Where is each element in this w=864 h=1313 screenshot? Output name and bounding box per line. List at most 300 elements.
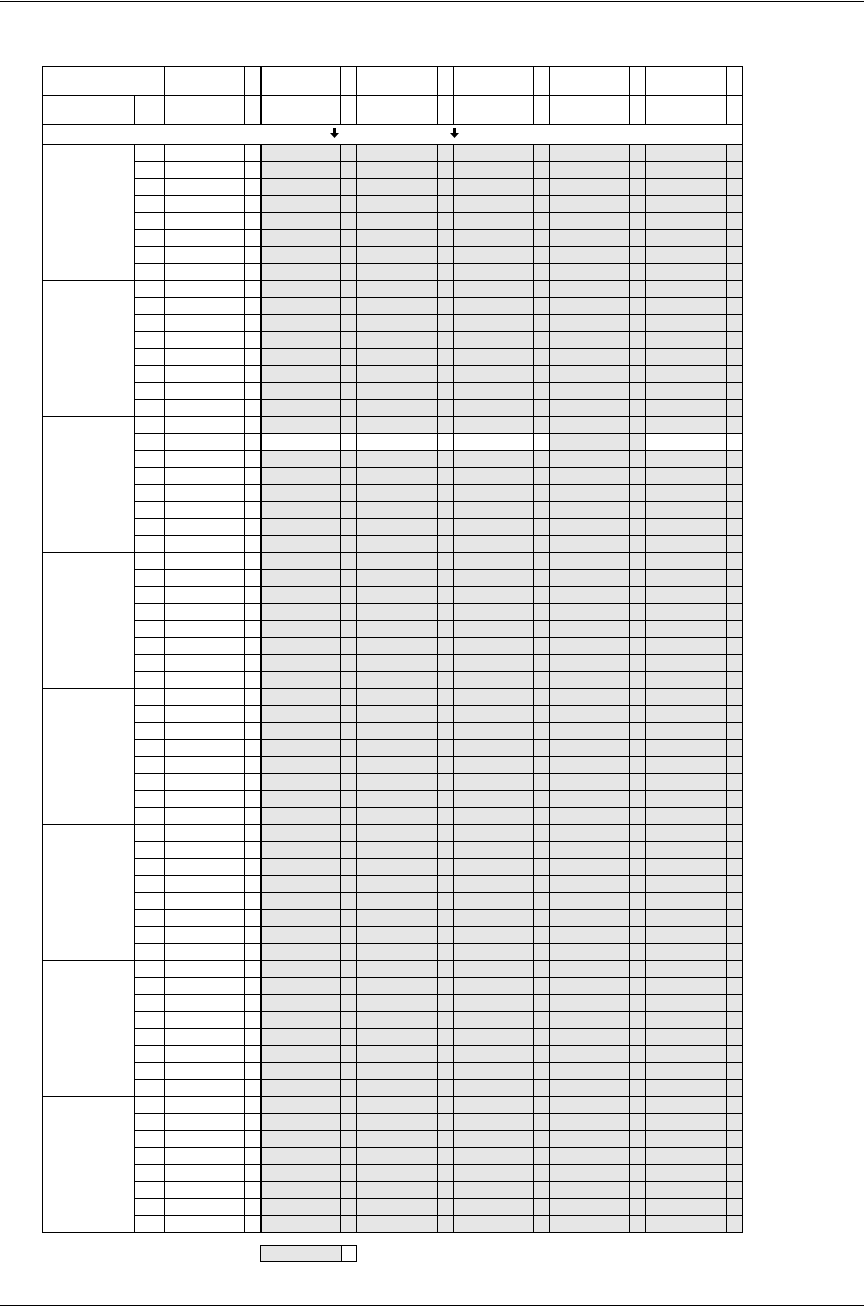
flag-cell <box>340 994 357 1012</box>
value-cell <box>453 297 534 315</box>
flag-cell <box>533 909 550 927</box>
flag-cell <box>726 1062 743 1080</box>
flag-cell <box>629 433 646 451</box>
flag-cell <box>340 1011 357 1029</box>
flag-cell <box>533 892 550 910</box>
flag-cell <box>437 399 454 417</box>
flag-cell <box>340 1164 357 1182</box>
flag-cell <box>533 994 550 1012</box>
flag-cell <box>437 1147 454 1165</box>
table-cell <box>134 1164 165 1182</box>
flag-cell <box>340 552 357 570</box>
table-cell <box>164 450 245 468</box>
value-cell <box>549 858 630 876</box>
value-cell <box>356 909 438 927</box>
flag-cell <box>533 450 550 468</box>
value-cell <box>260 178 341 196</box>
value-cell <box>260 365 341 383</box>
table-cell <box>134 569 165 587</box>
flag-cell <box>629 875 646 893</box>
table-cell <box>164 552 245 570</box>
table-cell <box>134 722 165 740</box>
value-cell <box>549 1215 630 1233</box>
value-cell <box>453 637 534 655</box>
flag-cell <box>533 1045 550 1063</box>
value-cell <box>453 535 534 553</box>
value-cell <box>356 450 438 468</box>
flag-cell <box>340 297 357 315</box>
value-cell <box>453 1113 534 1131</box>
value-cell <box>453 1181 534 1199</box>
flag-cell <box>726 535 743 553</box>
value-cell <box>453 484 534 502</box>
flag-cell <box>726 1096 743 1114</box>
flag-cell <box>533 263 550 281</box>
flag-cell <box>629 1147 646 1165</box>
table-cell <box>244 331 261 349</box>
value-cell <box>453 1130 534 1148</box>
flag-cell <box>437 790 454 808</box>
flag-cell <box>533 1079 550 1097</box>
value-cell <box>260 246 341 264</box>
value-cell <box>356 875 438 893</box>
flag-cell <box>629 501 646 519</box>
value-cell <box>645 569 727 587</box>
table-cell <box>134 1028 165 1046</box>
value-cell <box>453 960 534 978</box>
flag-cell <box>437 586 454 604</box>
table-cell <box>244 1181 261 1199</box>
value-cell <box>356 824 438 842</box>
flag-cell <box>726 178 743 196</box>
value-cell <box>260 824 341 842</box>
table-cell <box>244 1062 261 1080</box>
value-cell <box>453 739 534 757</box>
value-cell <box>260 858 341 876</box>
value-cell <box>645 705 727 723</box>
flag-cell <box>437 637 454 655</box>
value-cell <box>356 705 438 723</box>
flag-cell <box>533 1113 550 1131</box>
value-cell <box>645 144 727 162</box>
table-cell <box>134 688 165 706</box>
table-cell <box>134 450 165 468</box>
value-cell <box>453 382 534 400</box>
flag-cell <box>340 1096 357 1114</box>
value-cell <box>260 586 341 604</box>
flag-cell <box>629 246 646 264</box>
value-cell <box>645 348 727 366</box>
table-cell <box>164 1130 245 1148</box>
flag-cell <box>726 161 743 179</box>
flag-cell <box>340 263 357 281</box>
value-cell <box>549 1062 630 1080</box>
value-cell <box>453 1045 534 1063</box>
value-cell <box>356 586 438 604</box>
value-cell <box>260 399 341 417</box>
flag-cell <box>629 960 646 978</box>
value-cell <box>453 1096 534 1114</box>
flag-cell <box>726 773 743 791</box>
flag-cell <box>340 1198 357 1216</box>
flag-cell <box>629 1164 646 1182</box>
table-cell <box>164 280 245 298</box>
header-cell <box>549 95 630 125</box>
value-cell <box>260 1096 341 1114</box>
table-cell <box>134 178 165 196</box>
table-cell <box>134 161 165 179</box>
flag-cell <box>437 1011 454 1029</box>
flag-cell <box>629 994 646 1012</box>
value-cell <box>549 1011 630 1029</box>
header-cell <box>244 66 261 96</box>
flag-cell <box>533 603 550 621</box>
flag-cell <box>629 331 646 349</box>
table-cell <box>164 1045 245 1063</box>
flag-cell <box>533 535 550 553</box>
table-cell <box>244 484 261 502</box>
table-cell <box>244 178 261 196</box>
value-cell <box>549 807 630 825</box>
value-cell <box>260 705 341 723</box>
table-cell <box>164 756 245 774</box>
value-cell <box>549 841 630 859</box>
header-cell <box>453 66 534 96</box>
value-cell <box>356 892 438 910</box>
flag-cell <box>437 433 454 451</box>
value-cell <box>356 416 438 434</box>
header-cell <box>42 66 165 96</box>
flag-cell <box>437 467 454 485</box>
value-cell <box>356 1147 438 1165</box>
flag-cell <box>726 1011 743 1029</box>
value-cell <box>356 654 438 672</box>
value-cell <box>453 841 534 859</box>
flag-cell <box>340 943 357 961</box>
flag-cell <box>726 416 743 434</box>
table-cell <box>244 756 261 774</box>
value-cell <box>453 790 534 808</box>
value-cell <box>549 314 630 332</box>
table-cell <box>134 382 165 400</box>
value-cell <box>356 858 438 876</box>
value-cell <box>453 246 534 264</box>
flag-cell <box>437 195 454 213</box>
table-cell <box>164 365 245 383</box>
flag-cell <box>726 246 743 264</box>
table-cell <box>134 1198 165 1216</box>
table-cell <box>164 212 245 230</box>
flag-cell <box>533 229 550 247</box>
flag-cell <box>629 705 646 723</box>
value-cell <box>356 756 438 774</box>
flag-cell <box>437 569 454 587</box>
table-cell <box>134 875 165 893</box>
flag-cell <box>437 348 454 366</box>
flag-cell <box>340 484 357 502</box>
value-cell <box>453 399 534 417</box>
flag-cell <box>340 348 357 366</box>
flag-cell <box>629 773 646 791</box>
flag-cell <box>726 1113 743 1131</box>
header-cell <box>629 66 646 96</box>
flag-cell <box>629 858 646 876</box>
value-cell <box>645 1045 727 1063</box>
value-cell <box>260 1147 341 1165</box>
header-cell <box>453 95 534 125</box>
section-banner <box>42 124 743 145</box>
table-cell <box>244 1147 261 1165</box>
value-cell <box>645 331 727 349</box>
flag-cell <box>629 1045 646 1063</box>
flag-cell <box>340 705 357 723</box>
value-cell <box>453 824 534 842</box>
flag-cell <box>533 773 550 791</box>
value-cell <box>356 365 438 383</box>
value-cell <box>356 331 438 349</box>
flag-cell <box>437 977 454 995</box>
value-cell <box>260 943 341 961</box>
flag-cell <box>533 1164 550 1182</box>
flag-cell <box>726 518 743 536</box>
flag-cell <box>533 875 550 893</box>
value-cell <box>645 161 727 179</box>
value-cell <box>549 348 630 366</box>
table-cell <box>244 280 261 298</box>
value-cell <box>549 212 630 230</box>
table-cell <box>164 229 245 247</box>
flag-cell <box>629 1079 646 1097</box>
flag-cell <box>437 416 454 434</box>
value-cell <box>453 501 534 519</box>
flag-cell <box>437 1181 454 1199</box>
value-cell <box>549 1079 630 1097</box>
value-cell <box>549 756 630 774</box>
flag-cell <box>340 161 357 179</box>
flag-cell <box>629 1130 646 1148</box>
flag-cell <box>340 569 357 587</box>
value-cell <box>453 229 534 247</box>
flag-cell <box>726 280 743 298</box>
table-cell <box>164 1096 245 1114</box>
group-label <box>42 960 135 1097</box>
value-cell <box>260 314 341 332</box>
table-cell <box>134 909 165 927</box>
down-arrow-icon <box>450 128 459 138</box>
value-cell <box>356 1045 438 1063</box>
table-cell <box>244 790 261 808</box>
table-cell <box>244 994 261 1012</box>
table-cell <box>244 433 261 451</box>
flag-cell <box>629 399 646 417</box>
value-cell <box>645 399 727 417</box>
flag-cell <box>437 484 454 502</box>
flag-cell <box>437 603 454 621</box>
flag-cell <box>340 756 357 774</box>
value-cell <box>260 841 341 859</box>
flag-cell <box>726 501 743 519</box>
value-cell <box>260 144 341 162</box>
flag-cell <box>340 229 357 247</box>
flag-cell <box>726 977 743 995</box>
value-cell <box>549 1130 630 1148</box>
value-cell <box>549 331 630 349</box>
table-cell <box>164 484 245 502</box>
table-cell <box>244 875 261 893</box>
flag-cell <box>437 773 454 791</box>
table-cell <box>134 637 165 655</box>
table-cell <box>134 467 165 485</box>
table-cell <box>244 229 261 247</box>
flag-cell <box>533 637 550 655</box>
flag-cell <box>629 722 646 740</box>
flag-cell <box>629 1181 646 1199</box>
flag-cell <box>340 1045 357 1063</box>
flag-cell <box>726 212 743 230</box>
flag-cell <box>340 603 357 621</box>
flag-cell <box>533 1198 550 1216</box>
value-cell <box>453 144 534 162</box>
group-label <box>42 280 135 417</box>
value-cell <box>356 501 438 519</box>
value-cell <box>260 773 341 791</box>
value-cell <box>356 620 438 638</box>
table-cell <box>164 467 245 485</box>
flag-cell <box>629 280 646 298</box>
value-cell <box>645 1164 727 1182</box>
table-cell <box>244 1130 261 1148</box>
table-cell <box>164 943 245 961</box>
table-cell <box>244 671 261 689</box>
flag-cell <box>726 807 743 825</box>
table-cell <box>164 569 245 587</box>
flag-cell <box>340 399 357 417</box>
value-cell <box>549 297 630 315</box>
value-cell <box>453 688 534 706</box>
value-cell <box>356 399 438 417</box>
flag-cell <box>726 994 743 1012</box>
value-cell <box>260 1181 341 1199</box>
value-cell <box>453 212 534 230</box>
flag-cell <box>629 263 646 281</box>
table-cell <box>134 433 165 451</box>
table-cell <box>164 1011 245 1029</box>
value-cell <box>549 586 630 604</box>
flag-cell <box>533 195 550 213</box>
flag-cell <box>629 195 646 213</box>
table-cell <box>134 1130 165 1148</box>
value-cell <box>549 382 630 400</box>
flag-cell <box>726 875 743 893</box>
table-cell <box>164 926 245 944</box>
flag-cell <box>437 297 454 315</box>
flag-cell <box>726 1079 743 1097</box>
flag-cell <box>533 416 550 434</box>
flag-cell <box>726 229 743 247</box>
flag-cell <box>533 348 550 366</box>
value-cell <box>645 1079 727 1097</box>
table-cell <box>164 994 245 1012</box>
value-cell <box>356 263 438 281</box>
flag-cell <box>629 314 646 332</box>
value-cell <box>549 943 630 961</box>
value-cell <box>453 365 534 383</box>
value-cell <box>549 773 630 791</box>
table-cell <box>244 1113 261 1131</box>
table-cell <box>164 858 245 876</box>
table-cell <box>244 1096 261 1114</box>
header-cell <box>356 95 438 125</box>
value-cell <box>645 858 727 876</box>
flag-cell <box>340 739 357 757</box>
flag-cell <box>340 195 357 213</box>
flag-cell <box>726 552 743 570</box>
table-cell <box>164 1113 245 1131</box>
value-cell <box>356 484 438 502</box>
header-cell <box>340 95 357 125</box>
value-cell <box>645 280 727 298</box>
table-cell <box>244 1028 261 1046</box>
table-cell <box>134 960 165 978</box>
flag-cell <box>726 1147 743 1165</box>
value-cell <box>453 1011 534 1029</box>
flag-cell <box>437 450 454 468</box>
value-cell <box>260 960 341 978</box>
flag-cell <box>629 484 646 502</box>
value-cell <box>260 467 341 485</box>
flag-cell <box>437 161 454 179</box>
flag-cell <box>437 1079 454 1097</box>
value-cell <box>260 1079 341 1097</box>
flag-cell <box>533 178 550 196</box>
flag-cell <box>533 943 550 961</box>
flag-cell <box>533 739 550 757</box>
value-cell <box>645 246 727 264</box>
flag-cell <box>726 637 743 655</box>
flag-cell <box>340 314 357 332</box>
flag-cell <box>726 1045 743 1063</box>
table-cell <box>164 1147 245 1165</box>
table-cell <box>164 807 245 825</box>
table-cell <box>134 331 165 349</box>
value-cell <box>260 722 341 740</box>
value-cell <box>549 603 630 621</box>
value-cell <box>645 756 727 774</box>
flag-cell <box>726 314 743 332</box>
flag-cell <box>726 654 743 672</box>
flag-cell <box>340 960 357 978</box>
flag-cell <box>437 365 454 383</box>
value-cell <box>645 790 727 808</box>
table-cell <box>244 450 261 468</box>
table-cell <box>134 841 165 859</box>
flag-cell <box>533 705 550 723</box>
flag-cell <box>629 1198 646 1216</box>
flag-cell <box>629 569 646 587</box>
flag-cell <box>726 620 743 638</box>
value-cell <box>549 1164 630 1182</box>
legend-shaded-swatch <box>260 1245 342 1262</box>
flag-cell <box>437 144 454 162</box>
value-cell <box>645 212 727 230</box>
flag-cell <box>533 501 550 519</box>
header-cell <box>244 95 261 125</box>
table-cell <box>244 654 261 672</box>
flag-cell <box>437 739 454 757</box>
table-cell <box>134 1147 165 1165</box>
flag-cell <box>726 790 743 808</box>
flag-cell <box>340 688 357 706</box>
